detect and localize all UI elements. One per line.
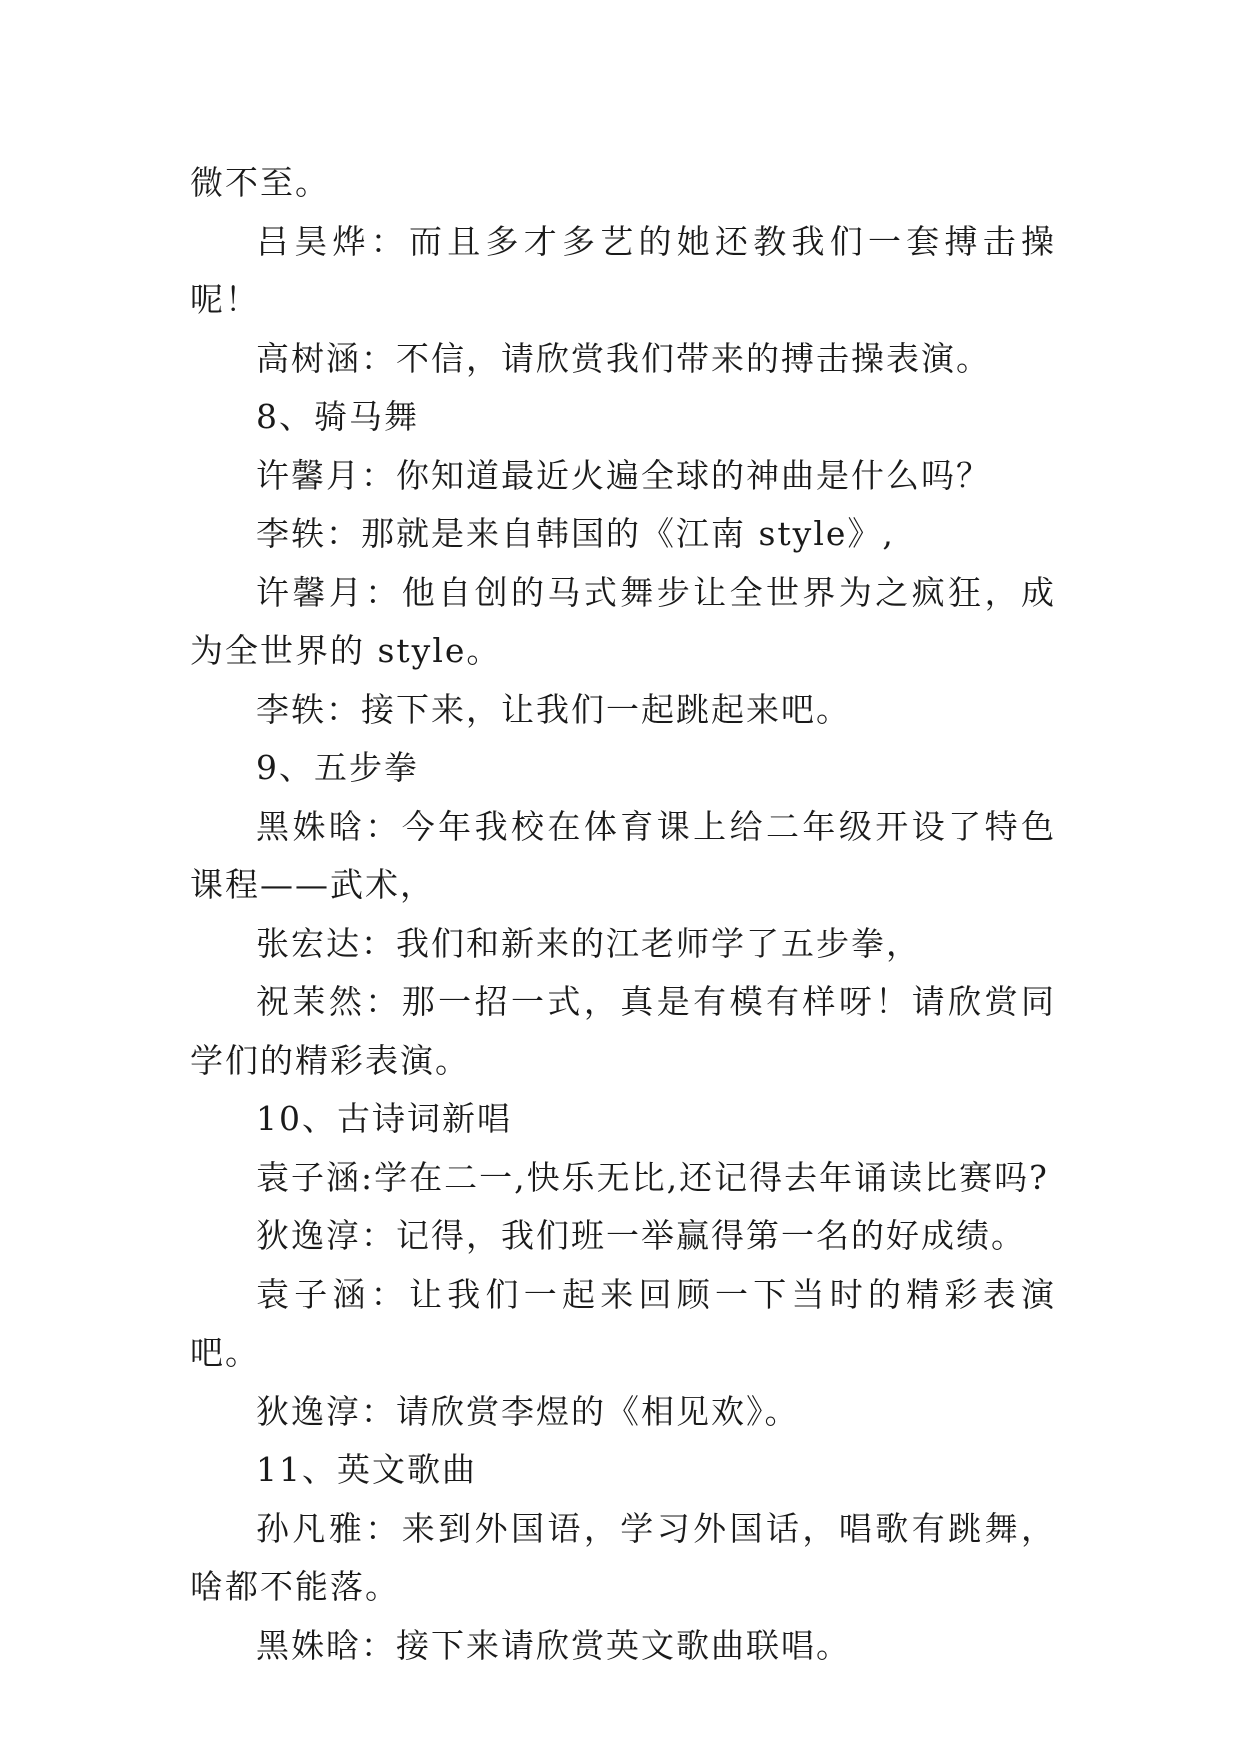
paragraph: 高树涵：不信，请欣赏我们带来的搏击操表演。 [256, 338, 991, 378]
paragraph: 狄逸淳：请欣赏李煜的《相见欢》。 [256, 1391, 800, 1431]
paragraph: 李轶：接下来，让我们一起跳起来吧。 [256, 689, 851, 729]
paragraph: 许馨月：他自创的马式舞步让全世界为之疯狂，成为全世界的 style。 [190, 572, 1056, 670]
paragraph: 微不至。 [190, 163, 330, 202]
paragraph: 黑姝晗：接下来请欣赏英文歌曲联唱。 [256, 1625, 851, 1665]
paragraph: 祝茉然：那一招一式，真是有模有样呀！请欣赏同学们的精彩表演。 [190, 982, 1056, 1080]
paragraph: 张宏达：我们和新来的江老师学了五步拳， [256, 923, 921, 963]
paragraph: 袁子涵:学在二一,快乐无比,还记得去年诵读比赛吗? [256, 1157, 1049, 1197]
paragraph: 许馨月：你知道最近火遍全球的神曲是什么吗？ [256, 455, 991, 495]
paragraph: 黑姝晗：今年我校在体育课上给二年级开设了特色课程——武术， [190, 806, 1056, 904]
section-heading: 8、骑马舞 [256, 397, 419, 436]
paragraph: 李轶：那就是来自韩国的《江南 style》, [256, 514, 895, 553]
paragraph: 孙凡雅：来到外国语，学习外国话，唱歌有跳舞，啥都不能落。 [190, 1508, 1056, 1606]
section-heading: 9、五步拳 [256, 748, 419, 787]
section-heading: 11、英文歌曲 [256, 1450, 477, 1489]
paragraph: 吕昊烨：而且多才多艺的她还教我们一套搏击操呢！ [190, 221, 1056, 319]
document-body [190, 154, 1056, 1675]
section-heading: 10、古诗词新唱 [256, 1099, 512, 1138]
paragraph: 狄逸淳：记得，我们班一举赢得第一名的好成绩。 [256, 1216, 1026, 1255]
paragraph: 袁子涵：让我们一起来回顾一下当时的精彩表演吧。 [190, 1274, 1056, 1372]
